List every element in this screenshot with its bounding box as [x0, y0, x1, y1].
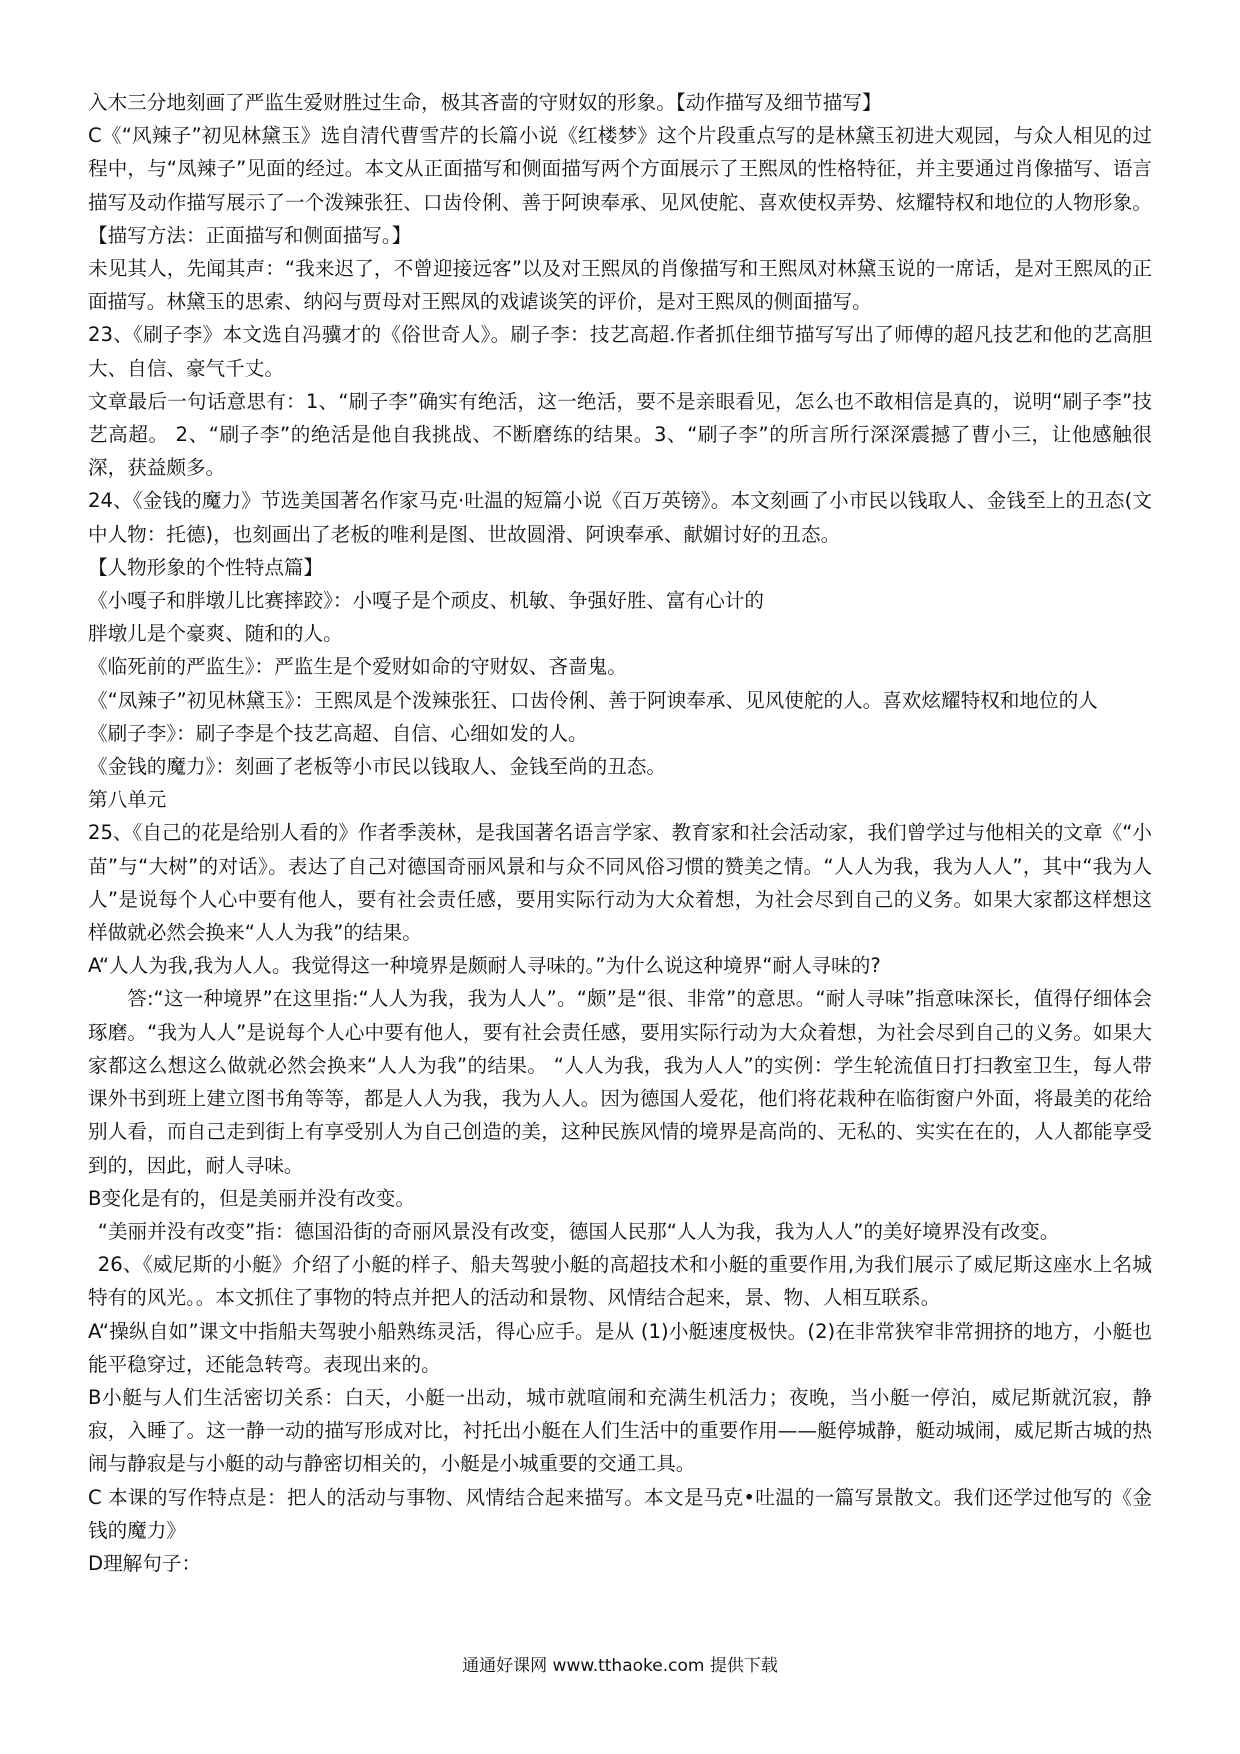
point-a-venice: A“操纵自如”课文中指船夫驾驶小船熟练灵活，得心应手。是从 (1)小艇速度极快。(2)在非常狭窄非常拥挤的地方，小艇也能平稳穿过，还能急转弯。表现出来的。 [88, 1319, 1152, 1376]
paragraph-fenglazi-summary: C《“风辣子”初见林黛玉》选自清代曹雪芹的长篇小说《红楼梦》这个片段重点写的是林黛玉初进大观园，与众人相见的过程中，与“凤辣子”见面的经过。本文从正面描写和侧面描写两个方面展示了王熙凤的性格特征，并主要通过肖像描写、语言描写及动作描写展示了一个泼辣张狂、口齿伶俐、善于阿谀奉承、见风使舵、喜欢使权弄势、炫耀特权和地位的人物形象。【描写方法：正面描写和侧面描写。】 [88, 124, 1152, 247]
trait-money-magic: 《金钱的魔力》：刻画了老板等小市民以钱取人、金钱至尚的丑态。 [88, 755, 667, 779]
paragraph-flowers-summary: 25、《自己的花是给别人看的》作者季羡林，是我国著名语言学家、教育家和社会活动家，我们曾学过与他相关的文章《“小苗”与“大树”的对话》。表达了自己对德国奇丽风景和与众不同风俗习惯的赞美之情。“人人为我，我为人人”，其中“我为人人”是说每个人心中要有他人，要有社会责任感，要用实际行动为大众着想，为社会尽到自己的义务。如果大家都这样想这样做就必然会换来“人人为我”的结果。 [88, 821, 1152, 945]
explanation-b-flowers: “美丽并没有改变”指：德国沿街的奇丽风景没有改变，德国人民那“人人为我，我为人人”的美好境界没有改变。 [97, 1219, 1060, 1243]
paragraph-fenglazi-description: 未见其人，先闻其声：“我来迟了，不曾迎接远客”以及对王熙凤的肖像描写和王熙凤对林黛玉说的一席话，是对王熙凤的正面描写。林黛玉的思索、纳闷与贾母对王熙凤的戏谑谈笑的评价，是对王熙凤的侧面描写。 [88, 257, 1152, 314]
paragraph-shuazili-last-sentence: 文章最后一句话意思有：1、“刷子李”确实有绝活，这一绝活，要不是亲眼看见，怎么也不敢相信是真的，说明“刷子李”技艺高超。 2、“刷子李”的绝活是他自我挑战、不断磨练的结果。3、“刷子李”的所言所行深深震撼了曹小三，让他感触很深，获益颇多。 [88, 389, 1152, 480]
trait-shuazili: 《刷子李》：刷子李是个技艺高超、自信、心细如发的人。 [88, 721, 588, 745]
paragraph-shuazili-summary: 23、《刷子李》本文选自冯骥才的《俗世奇人》。刷子李：技艺高超.作者抓住细节描写写出了师傅的超凡技艺和他的艺高胆大、自信、豪气千丈。 [88, 323, 1152, 380]
point-b-venice: B小艇与人们生活密切关系：白天，小艇一出动，城市就喧闹和充满生机活力；夜晚，当小艇一停泊，威尼斯就沉寂，静寂，入睡了。这一静一动的描写形成对比，衬托出小艇在人们生活中的重要作用——艇停城静，艇动城闹，威尼斯古城的热闹与静寂是与小艇的动与静密切相关的，小艇是小城重要的交通工具。 [88, 1385, 1152, 1476]
trait-yanjiansheng: 《临死前的严监生》：严监生是个爱财如命的守财奴、吝啬鬼。 [88, 655, 627, 679]
point-c-venice: C 本课的写作特点是：把人的活动与事物、风情结合起来描写。本文是马克•吐温的一篇写景散文。我们还学过他写的《金钱的魔力》 [88, 1485, 1152, 1542]
paragraph-venice-summary: 26、《威尼斯的小艇》介绍了小艇的样子、船夫驾驶小艇的高超技术和小艇的重要作用,为我们展示了威尼斯这座水上名城特有的风光。。本文抓住了事物的特点并把人的活动和景物、风情结合起来，景、物、人相互联系。 [88, 1253, 1152, 1310]
paragraph-money-magic: 24、《金钱的魔力》节选美国著名作家马克·吐温的短篇小说《百万英镑》。本文刻画了小市民以钱取人、金钱至上的丑态(文中人物：托德)，也刻画出了老板的唯利是图、世故圆滑、阿谀奉承、献媚讨好的丑态。 [88, 489, 1152, 546]
point-b-flowers: B变化是有的，但是美丽并没有改变。 [88, 1186, 415, 1210]
trait-xiaogazi: 《小嘎子和胖墩儿比赛摔跤》：小嘎子是个顽皮、机敏、争强好胜、富有心计的 [88, 589, 764, 613]
document-body [88, 86, 1152, 1580]
section-heading-character-traits: 【人物形象的个性特点篇】 [88, 555, 324, 579]
question-a-flowers: A“人人为我,我为人人。我觉得这一种境界是颇耐人寻味的。”为什么说这种境界“耐人寻味的? [88, 954, 881, 978]
page-footer: 通通好课网 www.tthaoke.com 提供下载 [462, 1656, 778, 1676]
unit-heading-eight: 第八单元 [88, 788, 167, 812]
trait-pangdun: 胖墩儿是个豪爽、随和的人。 [88, 622, 343, 646]
answer-a-flowers: 答:“这一种境界”在这里指:“人人为我，我为人人”。“颇”是“很、非常”的意思。“耐人寻味”指意味深长，值得仔细体会琢磨。“我为人人”是说每个人心中要有他人，要有社会责任感，要用实际行动为大众着想，为社会尽到自己的义务。如果大家都这么想这么做就必然会换来“人人为我”的结果。 “人人为我，我为人人”的实例：学生轮流值日打扫教室卫生，每人带课外书到班上建立图书角等等，都是人人为我，我为人人。因为德国人爱花，他们将花栽种在临街窗户外面，将最美的花给别人看，而自己走到街上有享受别人为自己创造的美，这种民族风情的境界是高尚的、无私的、实实在在的，人人都能享受到的，因此，耐人寻味。 [88, 987, 1152, 1177]
trait-wangxifeng: 《“凤辣子”初见林黛玉》：王熙凤是个泼辣张狂、口齿伶俐、善于阿谀奉承、见风使舵的人。喜欢炫耀特权和地位的人 [88, 688, 1098, 712]
point-d-venice: D理解句子： [88, 1551, 202, 1575]
paragraph-yanjiansheng-end: 入木三分地刻画了严监生爱财胜过生命，极其吝啬的守财奴的形象。【动作描写及细节描写】 [88, 91, 882, 114]
